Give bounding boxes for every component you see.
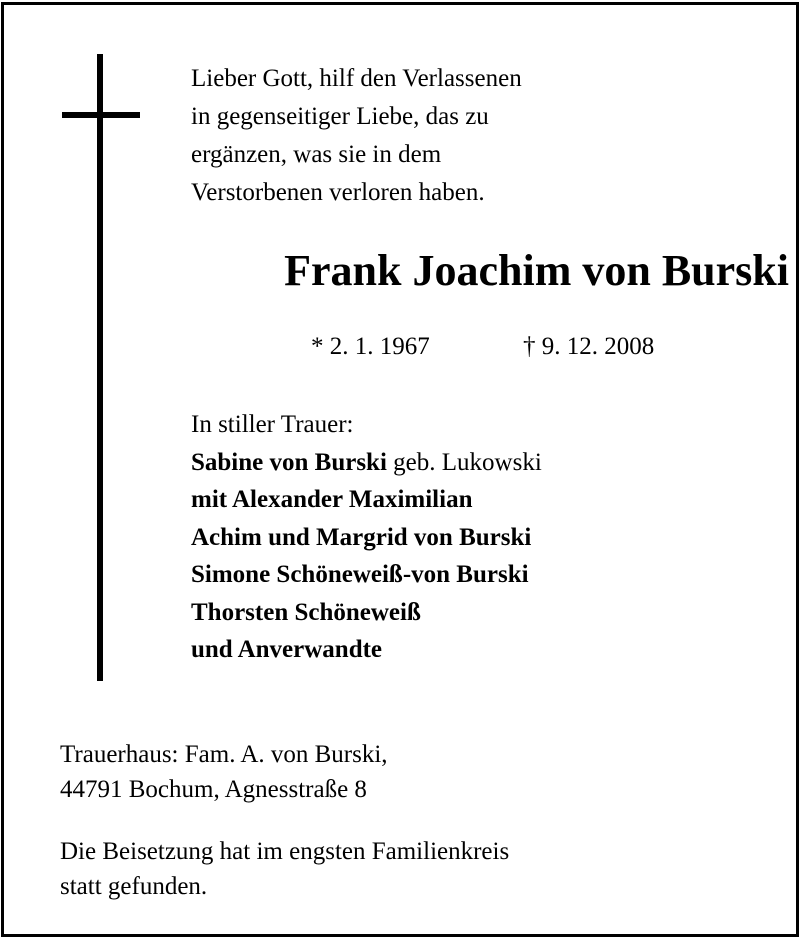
- mourners-list: [191, 406, 542, 669]
- burial-line: statt gefunden.: [60, 873, 208, 900]
- mourner-entry: Simone Schöneweiß-von Burski: [191, 561, 529, 588]
- mourner-entry: Achim und Margrid von Burski: [191, 523, 532, 551]
- cross-icon-bar: [62, 112, 140, 118]
- mourner-maiden-name: geb. Lukowski: [386, 448, 542, 476]
- obituary-frame: [1, 2, 799, 937]
- mourner-entry: [191, 444, 542, 482]
- mourner-name: Sabine von Burski: [191, 448, 387, 476]
- mourner-entry: mit Alexander Maximilian: [191, 486, 473, 513]
- mourners-intro: In stiller Trauer:: [191, 411, 354, 438]
- birth-date: * 2. 1. 1967: [311, 333, 430, 360]
- verse-line: Verstorbenen verloren haben.: [191, 179, 485, 206]
- verse-line: Lieber Gott, hilf den Verlassenen: [191, 65, 522, 92]
- address-line: 44791 Bochum, Agnesstraße 8: [60, 776, 367, 803]
- mourner-entry: und Anverwandte: [191, 636, 383, 663]
- verse-line: in gegenseitiger Liebe, das zu: [191, 103, 489, 130]
- death-date: † 9. 12. 2008: [523, 333, 655, 360]
- mourner-entry: Thorsten Schöneweiß: [191, 598, 421, 626]
- verse-line: ergänzen, was sie in dem: [191, 141, 442, 168]
- mourning-house-address: [60, 737, 388, 807]
- address-line: Trauerhaus: Fam. A. von Burski,: [60, 741, 388, 768]
- burial-line: Die Beisetzung hat im engsten Familienkreis: [60, 838, 510, 865]
- cross-icon: [97, 54, 103, 681]
- deceased-name: Frank Joachim von Burski: [284, 246, 789, 295]
- verse: [191, 60, 522, 212]
- burial-notice: [60, 834, 509, 904]
